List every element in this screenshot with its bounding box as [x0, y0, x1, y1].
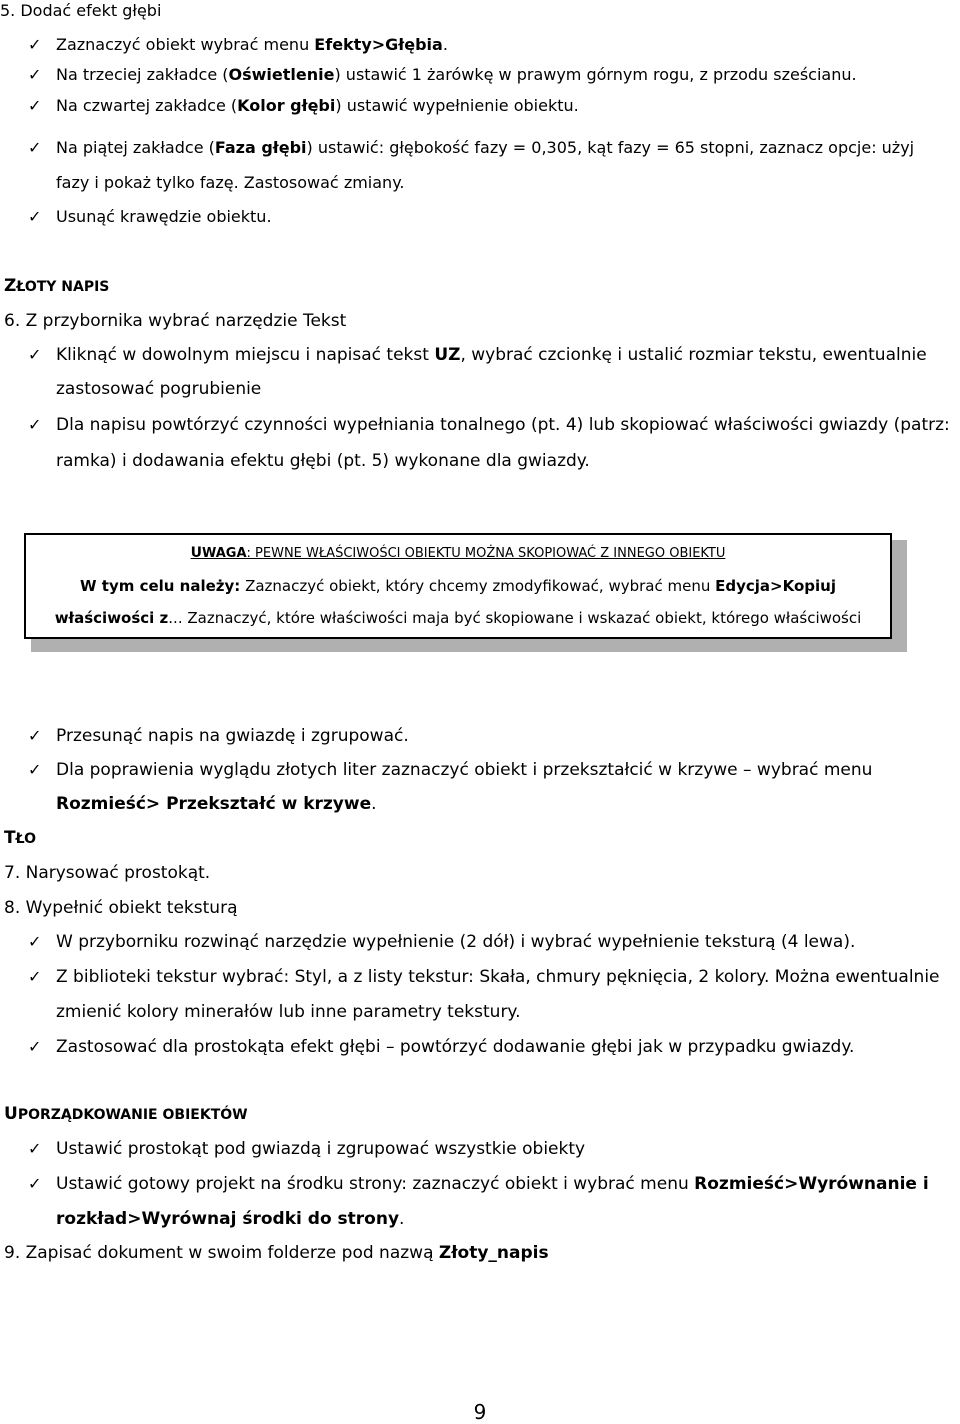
- check-icon: ✓: [28, 1037, 42, 1056]
- list-item: Dla poprawienia wyglądu złotych liter zaznaczyć obiekt i przekształcić w krzywe – wybrać menu: [56, 760, 873, 780]
- check-icon: ✓: [28, 932, 42, 951]
- check-icon: ✓: [28, 1174, 42, 1193]
- section-6-title: 6. Z przybornika wybrać narzędzie Tekst: [4, 311, 347, 331]
- list-item: Na trzeciej zakładce (Oświetlenie) ustawić 1 żarówkę w prawym górnym rogu, z przodu sześcianu.: [56, 65, 857, 84]
- note-box: [24, 533, 892, 639]
- list-item: Zaznaczyć obiekt wybrać menu Efekty>Głębia.: [56, 35, 448, 54]
- section-heading-uporzadkowanie: UPORZĄDKOWANIE OBIEKTÓW: [4, 1104, 248, 1124]
- check-icon: ✓: [28, 967, 42, 986]
- section-8-title: 8. Wypełnić obiekt teksturą: [4, 898, 238, 918]
- check-icon: ✓: [28, 96, 42, 115]
- list-item: Przesunąć napis na gwiazdę i zgrupować.: [56, 726, 409, 746]
- section-heading-tlo: TŁO: [4, 828, 37, 848]
- note-box-title: UWAGA: PEWNE WŁAŚCIWOŚCI OBIEKTU MOŻNA SKOPIOWAĆ Z INNEGO OBIEKTU: [190, 545, 726, 561]
- page-number: 9: [473, 1400, 487, 1424]
- list-item-continuation: ramka) i dodawania efektu głębi (pt. 5) wykonane dla gwiazdy.: [56, 451, 590, 471]
- list-item: Dla napisu powtórzyć czynności wypełniania tonalnego (pt. 4) lub skopiować właściwości gwiazdy (patrz:: [56, 415, 950, 435]
- check-icon: ✓: [28, 207, 42, 226]
- note-box-line-3: właściwości z... Zaznaczyć, które właściwości maja być skopiowane i wskazać obiekt, którego właściwości: [54, 609, 862, 627]
- note-box-line-2: W tym celu należy: Zaznaczyć obiekt, który chcemy zmodyfikować, wybrać menu Edycja>Kopiuj: [80, 577, 836, 595]
- section-9-title: 9. Zapisać dokument w swoim folderze pod nazwą Złoty_napis: [4, 1243, 549, 1263]
- check-icon: ✓: [28, 1139, 42, 1158]
- check-icon: ✓: [28, 35, 42, 54]
- check-icon: ✓: [28, 726, 42, 745]
- list-item: Ustawić gotowy projekt na środku strony: zaznaczyć obiekt i wybrać menu Rozmieść>Wyrównanie i: [56, 1174, 929, 1194]
- list-item: Na czwartej zakładce (Kolor głębi) ustawić wypełnienie obiektu.: [56, 96, 579, 115]
- section-heading-zloty-napis: ZŁOTY NAPIS: [4, 276, 110, 296]
- list-item: Ustawić prostokąt pod gwiazdą i zgrupować wszystkie obiekty: [56, 1139, 586, 1159]
- section-5-title: 5. Dodać efekt głębi: [0, 1, 162, 20]
- check-icon: ✓: [28, 345, 42, 364]
- list-item-continuation: zastosować pogrubienie: [56, 379, 262, 399]
- list-item-continuation: fazy i pokaż tylko fazę. Zastosować zmiany.: [56, 173, 405, 192]
- check-icon: ✓: [28, 65, 42, 84]
- list-item-continuation: rozkład>Wyrównaj środki do strony.: [56, 1209, 405, 1229]
- check-icon: ✓: [28, 138, 42, 157]
- check-icon: ✓: [28, 760, 42, 779]
- list-item: Kliknąć w dowolnym miejscu i napisać tekst UZ, wybrać czcionkę i ustalić rozmiar tekstu, ewentualnie: [56, 345, 927, 365]
- list-item-continuation: zmienić kolory minerałów lub inne parametry tekstury.: [56, 1002, 521, 1022]
- list-item-continuation: Rozmieść> Przekształć w krzywe.: [56, 794, 377, 814]
- list-item: Z biblioteki tekstur wybrać: Styl, a z listy tekstur: Skała, chmury pęknięcia, 2 kolory. Można ewentualnie: [56, 967, 940, 987]
- list-item: Usunąć krawędzie obiektu.: [56, 207, 272, 226]
- check-icon: ✓: [28, 415, 42, 434]
- list-item: Na piątej zakładce (Faza głębi) ustawić: głębokość fazy = 0,305, kąt fazy = 65 stopni, zaznacz opcje: użyj: [56, 138, 915, 157]
- section-7-title: 7. Narysować prostokąt.: [4, 863, 211, 883]
- list-item: W przyborniku rozwinąć narzędzie wypełnienie (2 dół) i wybrać wypełnienie teksturą (4 lewa).: [56, 932, 856, 952]
- list-item: Zastosować dla prostokąta efekt głębi – powtórzyć dodawanie głębi jak w przypadku gwiazdy.: [56, 1037, 855, 1057]
